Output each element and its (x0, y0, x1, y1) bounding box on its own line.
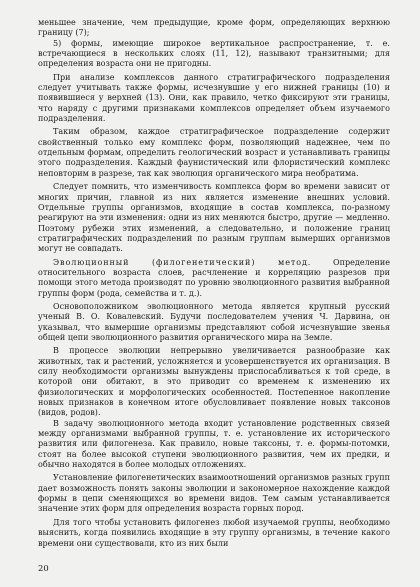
paragraph-variability: Следует помнить, что изменчивость комплекса форм во времени зависит от многих причин, главной из них является изменение внешних условий. Отдельные группы организмов, входящие в состав комплекса, по-разному реагируют на эти изменения: одни из них меняются быстро, другие — медленно. Поэтому рубежи этих изменений, а следовательно, и положение границ стратиграфических подразделений по разным группам вымерших организмов могут не совпадать. (38, 182, 390, 254)
paragraph-method-task: В задачу эволюционного метода входит установление родственных связей между организмами выбранной группы, т. е. установление их исторического развития или филогенеза. Как правило, новые таксоны, т. е. формы-потомки, стоят на более высокой ступени эволюционного развития, чем их предки, и обычно находятся в более молодых отложениях. (38, 418, 390, 470)
paragraph-list-item-5: 5) формы, имеющие широкое вертикальное распространение, т. е. встречающиеся в нескольких слоях (11, 12), называют транзитными; для определения возраста они не пригодны. (38, 38, 390, 69)
paragraph-boundary-forms: При анализе комплексов данного стратиграфического подразделения следует учитывать также формы, исчезнувшие у его нижней границы (10) и появившиеся у верхней (13). Они, как правило, четко фиксируют эти границы, что наряду с другими признаками комплексов определяет объем изучаемого подразделения. (38, 72, 390, 124)
paragraph-list-item-4-end: меньшее значение, чем предыдущие, кроме форм, определяющих верхнюю границу (7); (38, 18, 390, 38)
section-intro-text: Определение относительного возраста слоев, расчленение и корреляцию разрезов при помощи этого метода производят по уровню эволюционного развития выбранной группы форм (рода, семейства и т. д.). (38, 257, 390, 298)
paragraph-evolutionary-method (38, 258, 390, 299)
paragraph-phylogenetic-relations: Установление филогенетических взаимоотношений организмов разных групп дает возможность понять законы эволюции и закономерное нахождение каждой формы в цепи сменяющихся во времени видов. Тем самым устанавливается значение этих форм для определения возраста горных пород. (38, 473, 390, 514)
paragraph-evolution-process: В процессе эволюции непрерывно увеличивается разнообразие как животных, так и растений, усложняется и усовершенствуется их организация. В силу необходимости организмы вынуждены приспосабливаться к той среде, в которой они обитают, в это приводит со временем к изменению их физиологических и морфологических особенностей. Постепенное накопление новых признаков в конечном итоге обусловливает появление новых таксонов (видов, родов). (38, 346, 390, 418)
page-number: 20 (38, 563, 49, 573)
paragraph-kovalevsky: Основоположником эволюционного метода является крупный русский ученый В. О. Ковалевский. Будучи последователем учения Ч. Дарвина, он указывал, что вымершие организмы представляют собой исчезнувшие звенья общей цепи эволюционного развития органического мира на Земле. (38, 301, 390, 342)
paragraph-phylogenesis: Для того чтобы установить филогенез любой изучаемой группы, необходимо выяснить, когда появились входящие в эту группу организмы, в течение какого времени они существовали, кто из них были (38, 517, 390, 548)
page-text (38, 18, 390, 549)
section-heading-evolutionary-method: Эволюционный (филогенетический) метод. (53, 257, 312, 267)
paragraph-complex-summary: Таким образом, каждое стратиграфическое подразделение содержит свойственный только ему комплекс форм, позволяющий надежнее, чем по отдельным формам, определить геологический возраст и устанавливать границы этого подразделения. Каждый фаунистический или флористический комплекс неповторим в разрезе, так как эволюция органического мира необратима. (38, 127, 390, 178)
